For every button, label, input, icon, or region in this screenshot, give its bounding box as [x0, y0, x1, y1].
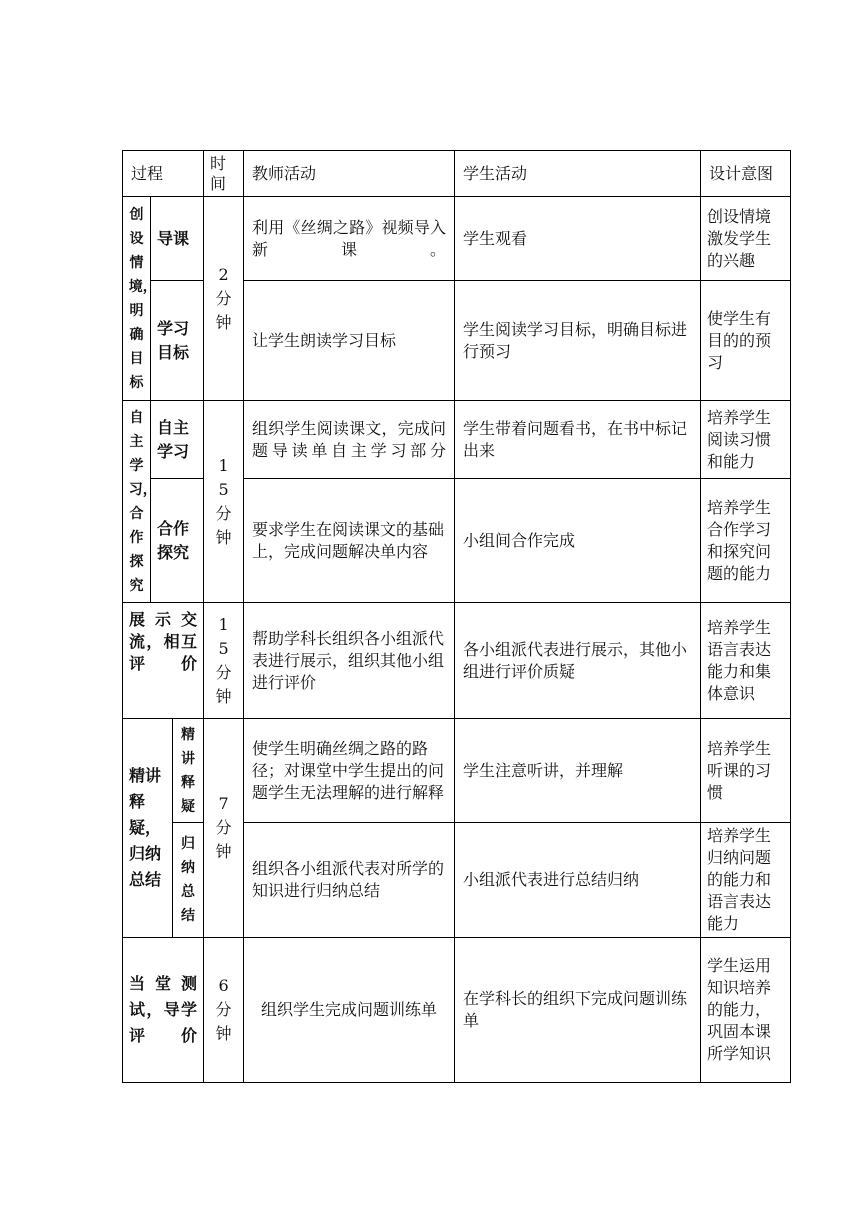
- header-time: 时间: [204, 151, 244, 197]
- sub-stage-label: 学习目标: [157, 318, 190, 362]
- teacher-activity: 组织各小组派代表对所学的知识进行归纳总结: [244, 823, 455, 938]
- table-row: [123, 938, 791, 1083]
- header-process: 过程: [123, 151, 204, 197]
- teacher-activity: 帮助学科长组织各小组派代表进行展示，组织其他小组进行评价: [244, 603, 455, 719]
- stage-cell: [123, 197, 157, 401]
- sub-stage-label: 自主学习: [157, 417, 190, 461]
- time-cell: [204, 401, 244, 603]
- header-row: [123, 151, 791, 197]
- stage-cell: [123, 401, 157, 603]
- student-activity: 小组间合作完成: [455, 479, 701, 603]
- sub-stage-cell: [173, 719, 204, 823]
- student-activity: 各小组派代表进行展示，其他小组进行评价质疑: [455, 603, 701, 719]
- header-student: 学生活动: [455, 151, 701, 197]
- lesson-plan-table: [122, 150, 791, 1083]
- sub-stage-cell: [173, 823, 204, 938]
- sub-stage-label: 合作探究: [157, 518, 190, 562]
- table-row: [123, 197, 791, 281]
- teacher-activity: 组织学生完成问题训练单: [244, 938, 455, 1083]
- student-activity: 学生观看: [455, 197, 701, 281]
- time-label: 15分钟: [215, 455, 232, 547]
- design-intent: 使学生有目的的预习: [701, 281, 791, 401]
- header-teacher: 教师活动: [244, 151, 455, 197]
- time-label: 6分钟: [215, 976, 232, 1043]
- design-intent: 培养学生阅读习惯和能力: [701, 401, 791, 479]
- student-activity: 学生阅读学习目标，明确目标进行预习: [455, 281, 701, 401]
- sub-stage-label: 精讲释疑: [181, 726, 195, 815]
- sub-stage-cell: [151, 401, 204, 479]
- table-row: [123, 603, 791, 719]
- design-intent: 学生运用知识培养的能力，巩固本课所学知识: [701, 938, 791, 1083]
- stage-cell: 精讲释疑，归纳总结: [123, 719, 173, 938]
- stage-cell: 当 堂 测试，导学评价: [123, 938, 204, 1083]
- design-intent: 培养学生归纳问题的能力和语言表达能力: [701, 823, 791, 938]
- header-intent: 设计意图: [701, 151, 791, 197]
- sub-stage-label: 归纳总结: [181, 836, 195, 924]
- table-row: [123, 401, 791, 479]
- design-intent: 培养学生语言表达能力和集体意识: [701, 603, 791, 719]
- stage-cell: 展 示 交 流，相互评价: [123, 603, 204, 719]
- time-cell: [204, 938, 244, 1083]
- design-intent: 创设情境激发学生的兴趣: [701, 197, 791, 281]
- time-label: 7分钟: [215, 794, 232, 861]
- design-intent: 培养学生合作学习和探究问题的能力: [701, 479, 791, 603]
- teacher-activity: 使学生明确丝绸之路的路径；对课堂中学生提出的问题学生无法理解的进行解释: [244, 719, 455, 823]
- stage-label: 自主学习，合作探究: [128, 409, 157, 594]
- stage-label: 创设情境，明确目标: [128, 206, 157, 391]
- student-activity: 学生带着问题看书，在书中标记出来: [455, 401, 701, 479]
- sub-stage-cell: [151, 281, 204, 401]
- teacher-activity: 要求学生在阅读课文的基础上，完成问题解决单内容: [244, 479, 455, 603]
- design-intent: 培养学生听课的习惯: [701, 719, 791, 823]
- time-label: 2分钟: [215, 264, 232, 332]
- time-cell: [204, 603, 244, 719]
- time-label: 15分钟: [215, 614, 232, 706]
- teacher-activity: 组织学生阅读课文，完成问题导读单自主学习部分: [244, 401, 455, 479]
- sub-stage-cell: 导课: [151, 197, 204, 281]
- teacher-activity: 让学生朗读学习目标: [244, 281, 455, 401]
- table-row: [123, 719, 791, 823]
- teacher-activity: 利用《丝绸之路》视频导入新课。: [244, 197, 455, 281]
- student-activity: 小组派代表进行总结归纳: [455, 823, 701, 938]
- student-activity: 学生注意听讲，并理解: [455, 719, 701, 823]
- student-activity: 在学科长的组织下完成问题训练单: [455, 938, 701, 1083]
- time-cell: [204, 197, 244, 401]
- sub-stage-cell: [151, 479, 204, 603]
- time-cell: [204, 719, 244, 938]
